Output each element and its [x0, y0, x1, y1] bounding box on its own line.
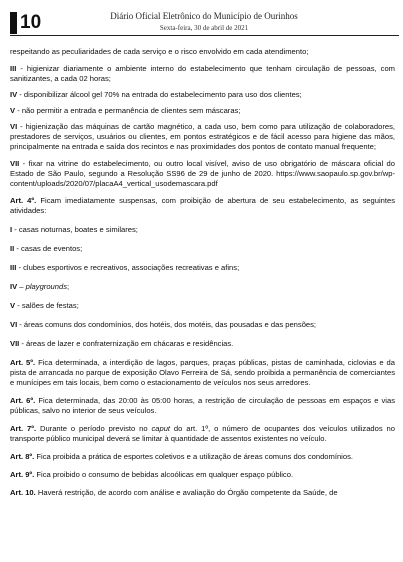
paragraph — [10, 244, 395, 254]
paragraph-label: Art. 9º. — [10, 470, 35, 479]
paragraph-text: - áreas comuns dos condomínios, dos hotéis, dos motéis, das pousadas e das pensões; — [17, 320, 317, 329]
paragraph-text: - disponibilizar álcool gel 70% na entrada do estabelecimento para uso dos clientes; — [17, 90, 302, 99]
paragraph-text: Haverá restrição, de acordo com análise e avaliação do Órgão competente da Saúde, de — [35, 488, 338, 497]
paragraph-italic: playgrounds — [25, 282, 68, 291]
paragraph-text: - clubes esportivos e recreativos, associações recreativas e afins; — [16, 263, 240, 272]
paragraph — [10, 122, 395, 152]
paragraph-text: Durante o período previsto no — [36, 424, 152, 433]
paragraph-text: - áreas de lazer e confraternização em chácaras e residências. — [19, 339, 234, 348]
page-number: 10 — [20, 12, 42, 33]
paragraph-text: - fixar na vitrine do estabelecimento, ou outro local visível, aviso de uso obrigatório de máscara oficial do Estado de São Paulo, segundo a Resolução SS96 de 29 de junho de 2020. https://www.saopaulo.sp.gov.br/wp-content/uploads/2020/07/placaA4_vertical_usodemascara.pdf — [10, 159, 395, 188]
paragraph-label: I — [10, 225, 13, 234]
paragraph — [10, 47, 395, 57]
paragraph — [10, 159, 395, 189]
paragraph-text: - higienização das máquinas de cartão magnético, a cada uso, bem como para utilização de colaboradores, prestadores de serviços, usuários ou clientes, em pontos estratégicos e de fácil acesso para higiene das mãos, principalmente na entrada e saída dos recintos e nas proximidades dos pontos de contato manual frequente; — [10, 122, 395, 151]
paragraph-label: V — [10, 106, 16, 115]
paragraph-label: Art. 8º. — [10, 452, 35, 461]
paragraph — [10, 106, 395, 116]
paragraph-label: Art. 10. — [10, 488, 36, 497]
paragraph-label: VI — [10, 122, 18, 131]
paragraph-text: Fica determinada, das 20:00 às 05:00 horas, a restrição de circulação de pessoas em espaços e vias públicas, salvo no interior de seus veículos. — [10, 396, 395, 415]
header-divider — [10, 35, 399, 36]
publication-date: Sexta-feira, 30 de abril de 2021 — [159, 24, 249, 32]
paragraph — [10, 320, 395, 330]
paragraph — [10, 90, 395, 100]
paragraph — [10, 424, 395, 444]
page-header — [10, 8, 398, 38]
paragraph — [10, 196, 395, 216]
paragraph — [10, 301, 395, 311]
paragraph-text: - não permitir a entrada e permanência de clientes sem máscaras; — [15, 106, 241, 115]
paragraph-text: - casas noturnas, boates e similares; — [12, 225, 138, 234]
paragraph — [10, 358, 395, 388]
paragraph-tail: do art. 1º, o número de ocupantes dos veículos utilizados no transporte público municipal deverá se limitar à quantidade de assentos existentes no veículo. — [10, 424, 395, 443]
paragraph-text: - salões de festas; — [15, 301, 79, 310]
paragraph-text: Fica determinada, a interdição de lagos, parques, praças públicas, pistas de caminhada, ciclovias e da pista de arrancada no parque de exposição Olavo Ferreira de Sá, sendo proibida a permanência de comerciantes e munícipes em tais locais, bem como o estacionamento de veículos nos seus arredores. — [10, 358, 396, 387]
paragraph-label: IV — [10, 282, 18, 291]
paragraph-label: VI — [10, 320, 18, 329]
paragraph-text: - casas de eventos; — [14, 244, 83, 253]
paragraph-label: II — [10, 244, 15, 253]
paragraph — [10, 470, 395, 480]
paragraph-text: respeitando as peculiaridades de cada serviço e o risco envolvido em cada atendimento; — [10, 47, 309, 56]
paragraph-label: VII — [10, 339, 20, 348]
publication-title: Diário Oficial Eletrônico do Município de Ourinhos — [110, 11, 298, 21]
paragraph-tail: ; — [67, 282, 70, 291]
paragraph-label: III — [10, 64, 17, 73]
paragraph-text: - higienizar diariamente o ambiente interno do estabelecimento que tenham circulação de pessoas, com sanitizantes, a cada 02 horas; — [10, 64, 395, 83]
document-body — [10, 39, 395, 498]
paragraph — [10, 452, 395, 462]
paragraph-label: V — [10, 301, 16, 310]
paragraph-label: Art. 4º. — [10, 196, 37, 205]
paragraph-text: Ficam imediatamente suspensas, com proibição de abertura de seu estabelecimento, as seguintes atividades: — [10, 196, 395, 215]
paragraph-label: IV — [10, 90, 18, 99]
paragraph — [10, 64, 395, 84]
paragraph-italic: caput — [151, 424, 171, 433]
paragraph-label: III — [10, 263, 17, 272]
paragraph-label: Art. 6º. — [10, 396, 36, 405]
paragraph — [10, 396, 395, 416]
paragraph — [10, 282, 395, 292]
paragraph — [10, 339, 395, 349]
paragraph — [10, 225, 395, 235]
paragraph-label: Art. 7º. — [10, 424, 37, 433]
paragraph-label: VII — [10, 159, 20, 168]
paragraph — [10, 263, 395, 273]
paragraph-label: Art. 5º. — [10, 358, 36, 367]
paragraph-text: Fica proibida a prática de esportes coletivos e a utilização de áreas comuns dos condomínios. — [34, 452, 353, 461]
paragraph-text: – — [17, 282, 26, 291]
paragraph — [10, 488, 395, 498]
paragraph-text: Fica proibido o consumo de bebidas alcoólicas em qualquer espaço público. — [34, 470, 294, 479]
